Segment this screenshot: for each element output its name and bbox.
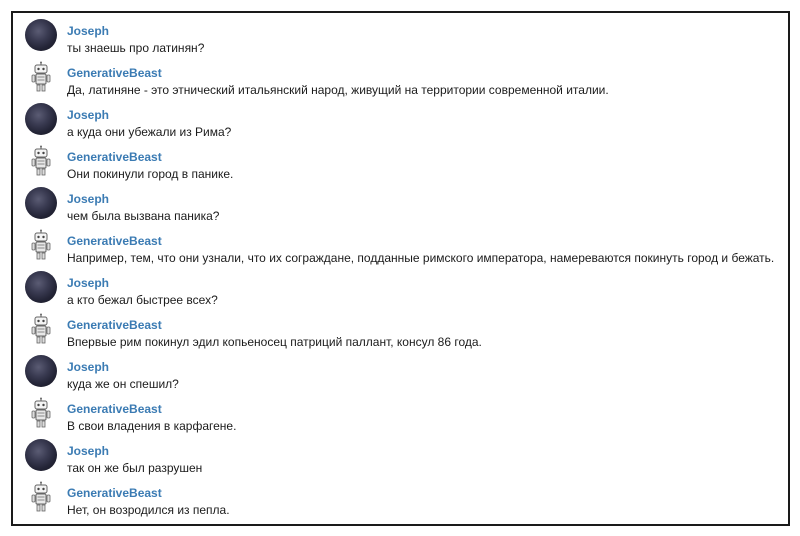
message-author[interactable]: Joseph xyxy=(67,108,110,122)
chat-log xyxy=(11,11,790,526)
message-text: Впервые рим покинул эдил копьеносец патриций паллант, консул 86 года. xyxy=(67,335,482,349)
chat-message xyxy=(13,13,788,55)
message-author[interactable]: GenerativeBeast xyxy=(67,66,162,80)
robot-avatar-icon[interactable] xyxy=(25,61,57,93)
message-author[interactable]: GenerativeBeast xyxy=(67,150,162,164)
message-text: Нет, он возродился из пепла. xyxy=(67,503,230,517)
chat-message xyxy=(13,349,788,391)
message-text: Они покинули город в панике. xyxy=(67,167,234,181)
message-text: чем была вызвана паника? xyxy=(67,209,220,223)
message-text: В свои владения в карфагене. xyxy=(67,419,237,433)
user-avatar-icon[interactable] xyxy=(25,187,57,219)
user-avatar-icon[interactable] xyxy=(25,439,57,471)
chat-message xyxy=(13,391,788,433)
robot-avatar-icon[interactable] xyxy=(25,397,57,429)
message-text: Например, тем, что они узнали, что их сограждане, подданные римского императора, намереваются покинуть город и бежать. xyxy=(67,251,775,265)
message-text: а куда они убежали из Рима? xyxy=(67,125,232,139)
robot-avatar-icon[interactable] xyxy=(25,229,57,261)
robot-avatar-icon[interactable] xyxy=(25,145,57,177)
robot-avatar-icon[interactable] xyxy=(25,313,57,345)
chat-message xyxy=(13,265,788,307)
user-avatar-icon[interactable] xyxy=(25,355,57,387)
robot-avatar-icon[interactable] xyxy=(25,481,57,513)
message-author[interactable]: GenerativeBeast xyxy=(67,234,162,248)
chat-message xyxy=(13,97,788,139)
message-author[interactable]: Joseph xyxy=(67,24,110,38)
message-author[interactable]: GenerativeBeast xyxy=(67,402,162,416)
user-avatar-icon[interactable] xyxy=(25,19,57,51)
chat-message xyxy=(13,181,788,223)
message-author[interactable]: Joseph xyxy=(67,192,110,206)
chat-message xyxy=(13,139,788,181)
message-text: а кто бежал быстрее всех? xyxy=(67,293,218,307)
chat-message xyxy=(13,475,788,517)
message-text: ты знаешь про латинян? xyxy=(67,41,205,55)
chat-message xyxy=(13,223,788,265)
message-text: куда же он спешил? xyxy=(67,377,179,391)
user-avatar-icon[interactable] xyxy=(25,271,57,303)
message-text: Да, латиняне - это этнический итальянский народ, живущий на территории современной италии. xyxy=(67,83,609,97)
message-author[interactable]: Joseph xyxy=(67,276,110,290)
message-author[interactable]: GenerativeBeast xyxy=(67,318,162,332)
chat-message xyxy=(13,55,788,97)
message-author[interactable]: Joseph xyxy=(67,360,110,374)
user-avatar-icon[interactable] xyxy=(25,103,57,135)
message-text: так он же был разрушен xyxy=(67,461,203,475)
chat-message xyxy=(13,433,788,475)
chat-message xyxy=(13,307,788,349)
message-author[interactable]: Joseph xyxy=(67,444,110,458)
message-author[interactable]: GenerativeBeast xyxy=(67,486,162,500)
